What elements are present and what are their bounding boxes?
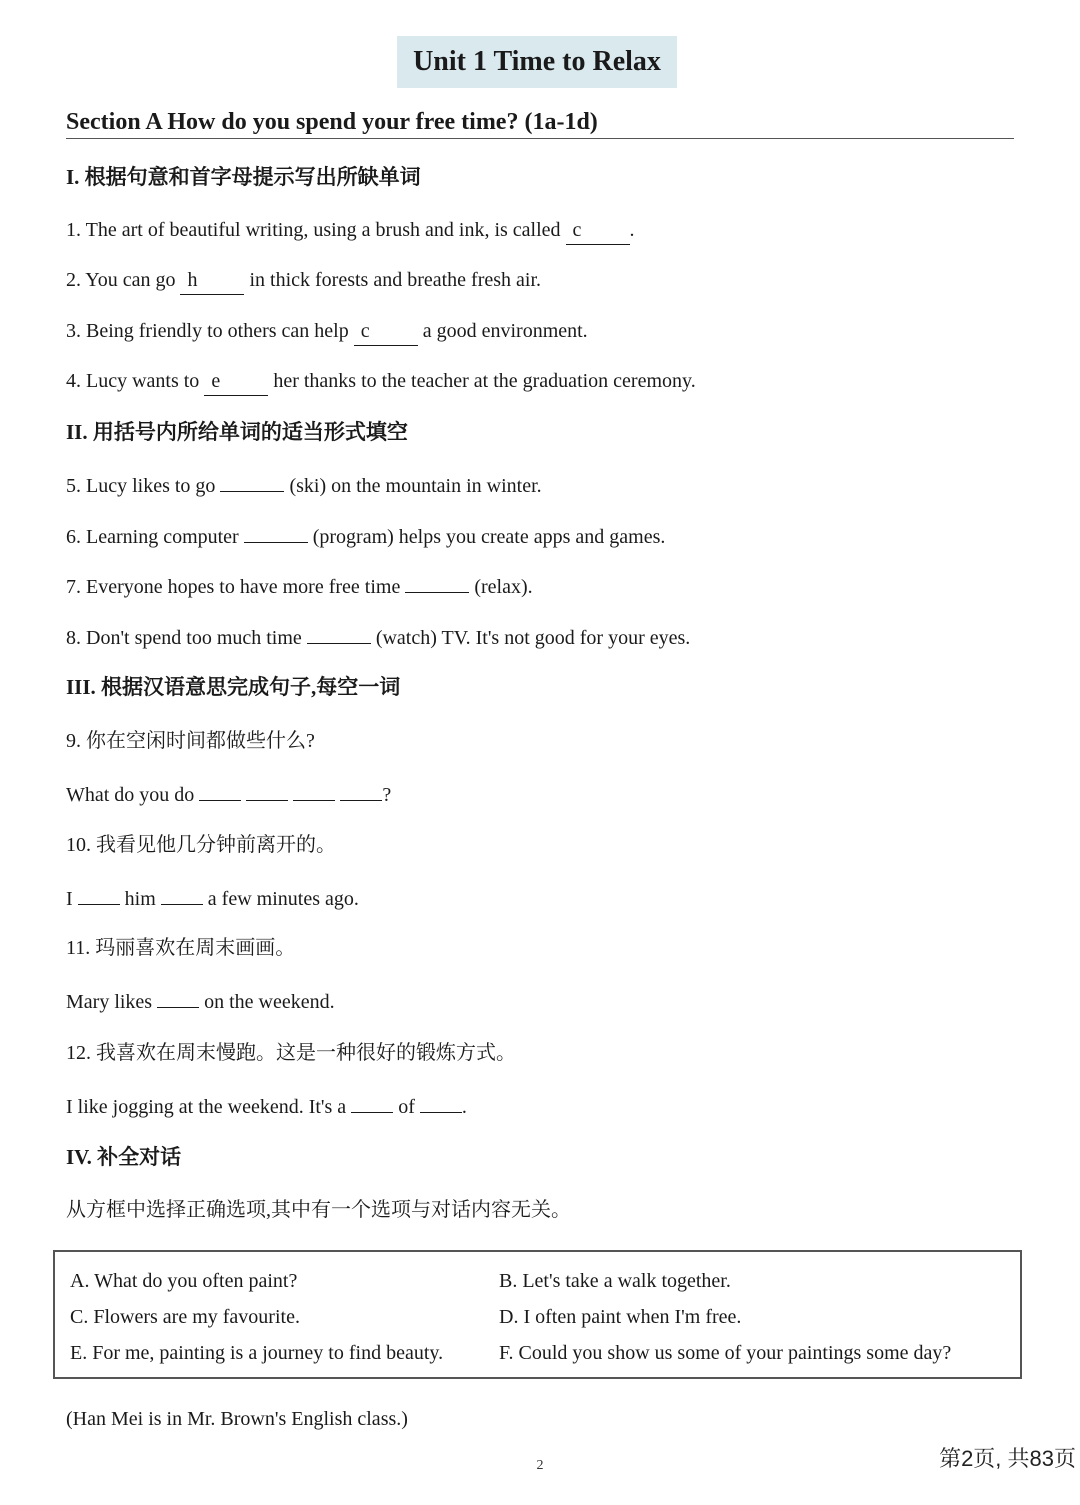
part2-heading: II. 用括号内所给单词的适当形式填空	[66, 420, 408, 444]
question-9-blank-4	[340, 780, 382, 801]
question-3	[66, 317, 588, 346]
part1-heading: I. 根据句意和首字母提示写出所缺单词	[66, 165, 421, 189]
question-2-text: 2. You can go	[66, 269, 181, 291]
question-6	[66, 522, 665, 551]
question-4	[66, 367, 696, 396]
question-12-chinese: 12. 我喜欢在周末慢跑。这是一种很好的锻炼方式。	[66, 1042, 516, 1064]
question-12-middle: of	[393, 1096, 420, 1118]
question-9-blank-2	[246, 780, 288, 801]
option-a: A. What do you often paint?	[70, 1270, 298, 1292]
option-e: E. For me, painting is a journey to find beauty.	[70, 1342, 444, 1364]
question-11-text: Mary likes	[66, 991, 158, 1013]
question-1-text: 1. The art of beautiful writing, using a brush and ink, is called	[66, 219, 566, 241]
question-7-blank	[405, 572, 469, 593]
question-1-end: .	[629, 219, 635, 241]
question-4-blank	[204, 367, 268, 396]
question-12-blank-2	[420, 1092, 462, 1113]
question-5	[66, 471, 542, 500]
dialogue-context: (Han Mei is in Mr. Brown's English class.)	[66, 1408, 408, 1430]
question-2-hint: h	[187, 269, 198, 291]
question-2	[66, 266, 541, 295]
question-12-end: .	[461, 1096, 467, 1118]
part3-heading: III. 根据汉语意思完成句子,每空一词	[66, 675, 401, 699]
question-2-end: in thick forests and breathe fresh air.	[244, 269, 542, 291]
question-9-english	[66, 780, 391, 809]
question-3-hint: c	[360, 320, 370, 342]
question-1-blank	[566, 216, 630, 245]
question-9-text: What do you do	[66, 784, 200, 806]
question-10-chinese: 10. 我看见他几分钟前离开的。	[66, 834, 336, 856]
question-10-end: a few minutes ago.	[202, 888, 359, 910]
question-7-text: 7. Everyone hopes to have more free time	[66, 576, 406, 598]
question-12-text: I like jogging at the weekend. It's a	[66, 1096, 352, 1118]
question-12-blank-1	[351, 1092, 393, 1113]
page-number: 2	[536, 1458, 544, 1473]
question-9-blank-3	[293, 780, 335, 801]
question-10-blank-1	[78, 884, 120, 905]
question-2-blank	[180, 266, 244, 295]
question-6-text: 6. Learning computer	[66, 526, 244, 548]
question-4-end: her thanks to the teacher at the graduation ceremony.	[268, 370, 696, 392]
question-10-english	[66, 884, 359, 913]
question-3-text: 3. Being friendly to others can help	[66, 320, 354, 342]
page-count: 第2页, 共83页	[939, 1446, 1076, 1471]
question-4-text: 4. Lucy wants to	[66, 370, 205, 392]
question-11-blank	[157, 987, 199, 1008]
question-5-blank	[220, 471, 284, 492]
option-d: D. I often paint when I'm free.	[499, 1306, 742, 1328]
option-f: F. Could you show us some of your paintings some day?	[499, 1342, 952, 1364]
question-6-blank	[244, 522, 308, 543]
question-7-end: (relax).	[469, 576, 533, 598]
question-8-end: (watch) TV. It's not good for your eyes.	[370, 627, 691, 649]
question-11-chinese: 11. 玛丽喜欢在周末画画。	[66, 937, 296, 959]
question-11-english	[66, 987, 335, 1016]
question-4-hint: e	[211, 370, 221, 392]
question-9-blank-1	[199, 780, 241, 801]
option-c: C. Flowers are my favourite.	[70, 1306, 300, 1328]
question-6-end: (program) helps you create apps and games.	[307, 526, 666, 548]
question-10-blank-2	[161, 884, 203, 905]
question-5-end: (ski) on the mountain in winter.	[284, 475, 542, 497]
question-12-english	[66, 1092, 467, 1121]
question-11-end: on the weekend.	[199, 991, 335, 1013]
question-3-blank	[354, 317, 418, 346]
section-heading: Section A How do you spend your free time? (1a-1d)	[66, 106, 1014, 139]
question-8-text: 8. Don't spend too much time	[66, 627, 307, 649]
options-box	[53, 1250, 1022, 1379]
question-9-end: ?	[382, 784, 392, 806]
question-8-blank	[307, 623, 371, 644]
page-title: Unit 1 Time to Relax	[397, 36, 677, 88]
question-10-text: I	[66, 888, 78, 910]
question-5-text: 5. Lucy likes to go	[66, 475, 221, 497]
part4-instruction: 从方框中选择正确选项,其中有一个选项与对话内容无关。	[66, 1199, 571, 1221]
question-10-middle: him	[119, 888, 161, 910]
question-9-chinese: 9. 你在空闲时间都做些什么?	[66, 730, 315, 752]
part4-heading: IV. 补全对话	[66, 1145, 182, 1169]
question-8	[66, 623, 690, 652]
option-b: B. Let's take a walk together.	[499, 1270, 731, 1292]
question-1-hint: c	[572, 219, 582, 241]
question-1	[66, 216, 635, 245]
question-3-end: a good environment.	[417, 320, 588, 342]
question-7	[66, 572, 533, 601]
